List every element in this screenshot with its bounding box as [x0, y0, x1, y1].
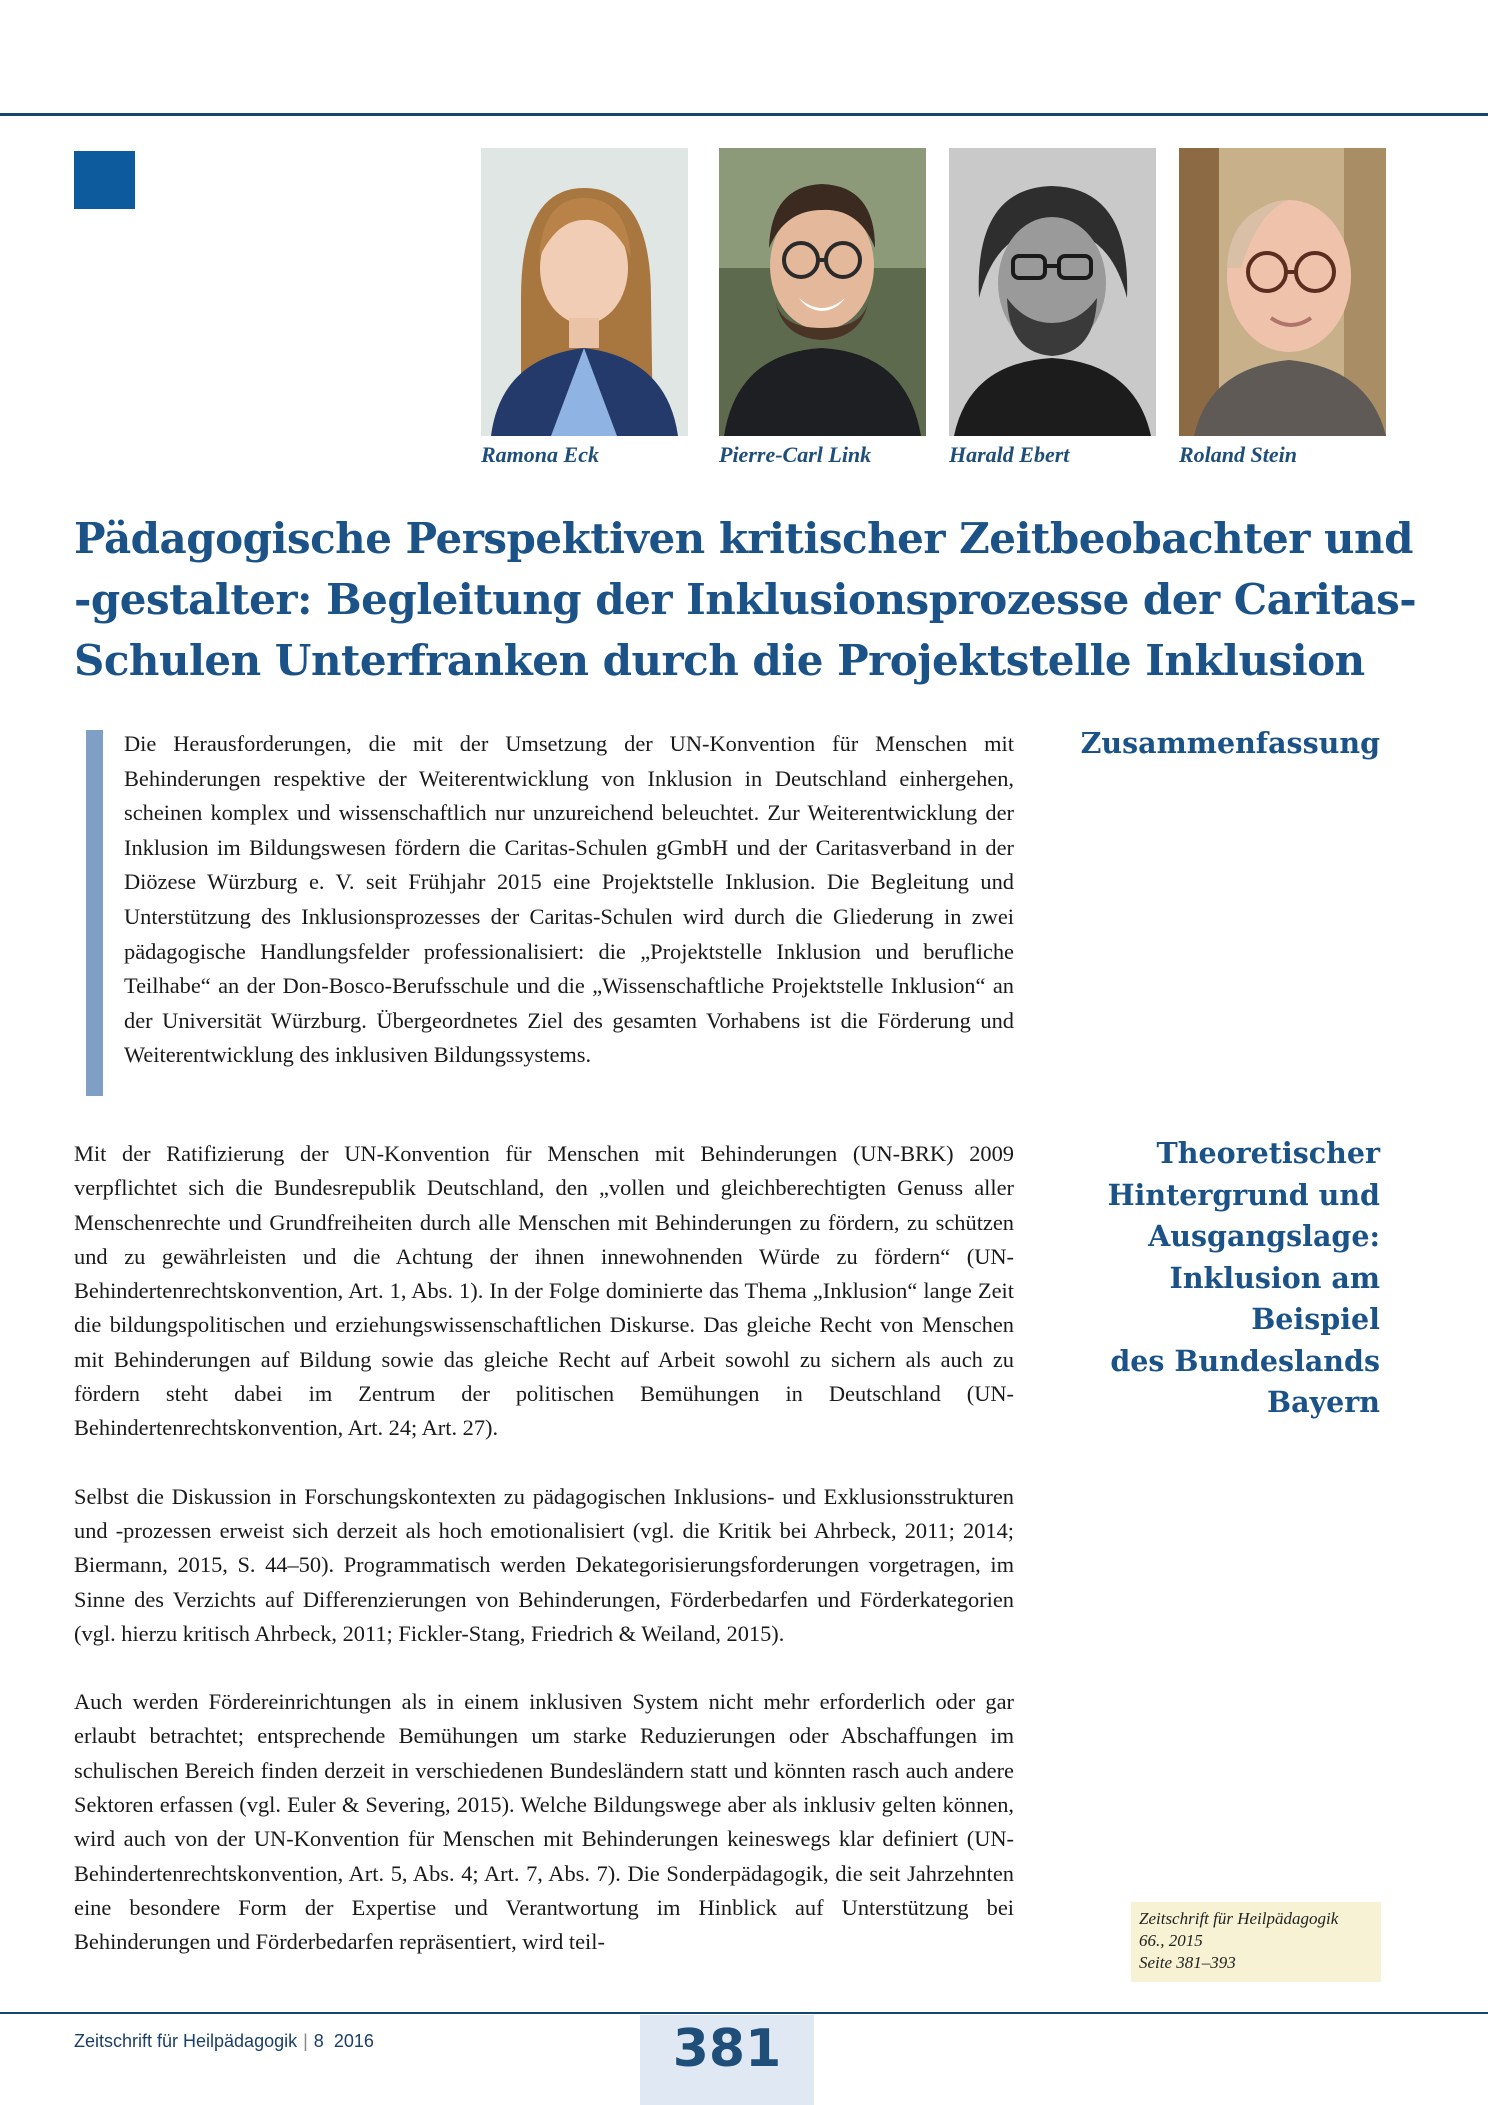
top-rule	[0, 113, 1488, 116]
title-line: -gestalter: Begleitung der Inklusionsprozesse der Caritas-	[74, 575, 1417, 624]
body-paragraph: Selbst die Diskussion in Forschungskontexten zu pädagogischen Inklusions- und Exklusionsstrukturen und -prozessen erweist sich derzeit als hoch emotionalisiert (vgl. die Kritik bei Ahrbeck, 2011; 2014; Biermann, 2015, S. 44–50). Programmatisch werden Dekategorisierungsforderungen vorgetragen, im Sinne des Verzichts auf Differenzierungen von Behinderungen, Förderbedarfen und Förderkategorien (vgl. hierzu kritisch Ahrbeck, 2011; Fickler-Stang, Friedrich & Weiland, 2015).	[74, 1483, 1014, 1646]
section-heading	[1040, 1133, 1380, 1424]
footer-journal-info	[74, 2031, 374, 2052]
author-ramona-eck	[481, 148, 688, 467]
page-number-box	[640, 2015, 814, 2105]
citation-volume: 66., 2015	[1139, 1931, 1203, 1950]
author-photo	[719, 148, 926, 436]
author-harald-ebert	[949, 148, 1156, 467]
body-text	[74, 1137, 1014, 1994]
section-heading-line: Ausgangslage:	[1148, 1219, 1380, 1253]
page-number: 381	[672, 2019, 782, 2079]
section-heading-line: des Bundeslands Bayern	[1110, 1343, 1380, 1419]
author-photo	[949, 148, 1156, 436]
title-line: Pädagogische Perspektiven kritischer Zeitbeobachter und	[74, 514, 1413, 563]
author-name: Ramona Eck	[481, 442, 599, 467]
footer-year: 2016	[333, 2031, 374, 2051]
author-photo	[481, 148, 688, 436]
section-heading-line: Inklusion am Beispiel	[1169, 1260, 1380, 1336]
abstract-text: Die Herausforderungen, die mit der Umsetzung der UN-Konvention für Menschen mit Behinderungen respektive der Weiterentwicklung von Inklusion in Deutschland einhergehen, scheinen komplex und wissenschaftlich nur unzureichend beleuchtet. Zur Weiterentwicklung der Inklusion im Bildungswesen fördern die Caritas-Schulen gGmbH und der Caritasverband in der Diözese Würzburg e. V. seit Frühjahr 2015 eine Projektstelle Inklusion. Die Begleitung und Unterstützung des Inklusionsprozesses der Caritas-Schulen wird durch die Gliederung in zwei pädagogische Handlungsfelder professionalisiert: die „Projektstelle Inklusion und berufliche Teilhabe“ an der Don-Bosco-Berufsschule und die „Wissenschaftliche Projektstelle Inklusion“ an der Universität Würzburg. Übergeordnetes Ziel des gesamten Vorhabens ist die Förderung und Weiterentwicklung des inklusiven Bildungssystems.	[124, 731, 1014, 1068]
citation-journal: Zeitschrift für Heilpädagogik	[1139, 1909, 1339, 1928]
bottom-rule	[0, 2012, 1488, 2014]
section-heading-line: Hintergrund und	[1107, 1177, 1380, 1212]
body-paragraph: Mit der Ratifizierung der UN-Konvention für Menschen mit Behinderungen (UN-BRK) 2009 verpflichtet sich die Bundesrepublik Deutschland, den „vollen und gleichberechtigten Genuss aller Menschenrechte und Grundfreiheiten durch alle Menschen mit Behinderungen zu fördern, zu schützen und zu gewährleisten und die Achtung der ihnen innewohnenden Würde zu fördern“ (UN-Behindertenrechtskonvention, Art. 1, Abs. 1). In der Folge dominierte das Thema „Inklusion“ lange Zeit die bildungspolitischen und erziehungswissenschaftlichen Diskurse. Das gleiche Recht von Menschen mit Behinderungen auf Bildung sowie das gleiche Recht auf Arbeit sowohl zu sichern als auch zu fördern steht dabei im Zentrum der politischen Bemühungen in Deutschland (UN-Behindertenrechtskonvention, Art. 24; Art. 27).	[74, 1141, 1014, 1441]
title-line: Schulen Unterfranken durch die Projektstelle Inklusion	[74, 636, 1365, 685]
author-name: Pierre-Carl Link	[719, 442, 872, 467]
citation-box	[1131, 1902, 1381, 1982]
citation-pages: Seite 381–393	[1139, 1953, 1236, 1972]
author-name: Harald Ebert	[949, 442, 1070, 467]
author-photo	[1179, 148, 1386, 436]
author-pierre-carl-link	[719, 148, 926, 467]
author-name: Roland Stein	[1179, 442, 1297, 467]
corner-square	[74, 151, 135, 209]
abstract-heading: Zusammenfassung	[1080, 726, 1380, 760]
abstract-bar	[86, 730, 103, 1096]
footer-separator: |	[303, 2031, 308, 2051]
article-title	[74, 508, 1417, 691]
body-paragraph: Auch werden Fördereinrichtungen als in einem inklusiven System nicht mehr erforderlich oder gar erlaubt betrachtet; entsprechende Bemühungen um starke Reduzierungen oder Abschaffungen im schulischen Bereich finden derzeit in verschiedenen Bundesländern statt und könnten rasch auch andere Sektoren erfassen (vgl. Euler & Severing, 2015). Welche Bildungswege aber als inklusiv gelten können, wird auch von der UN-Konvention für Menschen mit Behinderungen keineswegs klar definiert (UN-Behindertenrechtskonvention, Art. 5, Abs. 4; Art. 7, Abs. 7). Die Sonderpädagogik, die seit Jahrzehnten eine besondere Form der Expertise und Verantwortung im Hinblick auf Unterstützung bei Behinderungen und Förderbedarfen repräsentiert, wird teil-	[74, 1689, 1014, 1955]
section-heading-line: Theoretischer	[1156, 1136, 1380, 1170]
footer-issue: 8	[313, 2031, 324, 2051]
footer-journal: Zeitschrift für Heilpädagogik	[74, 2031, 298, 2051]
author-roland-stein	[1179, 148, 1386, 467]
